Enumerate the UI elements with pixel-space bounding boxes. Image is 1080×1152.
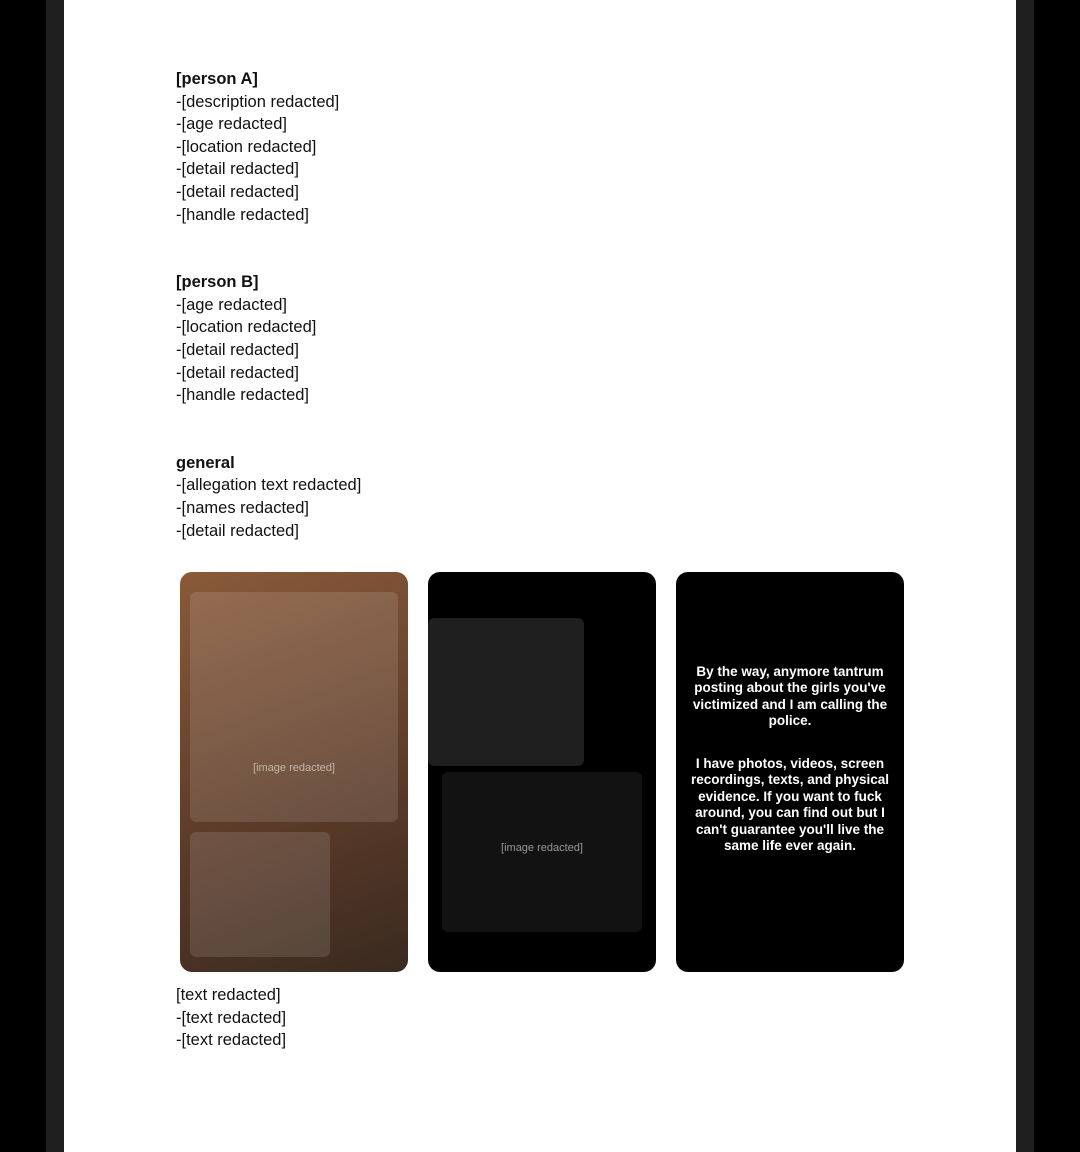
redacted-label: [image redacted] [501,842,583,854]
image-row [180,572,906,974]
section-person-b [176,271,896,407]
image-placeholder [428,618,584,766]
panel-message: I have photos, videos, screen recordings, texts, and physical evidence. If you want to fuck around, you can find out but I can't guarantee you'll live the same life ever again. [690,755,890,853]
section-line: -[detail redacted] [176,182,299,201]
section-line: -[handle redacted] [176,386,310,405]
image-panel-2 [428,572,656,972]
document-footer [176,984,896,1052]
document-content [176,68,896,548]
section-line: -[location redacted] [176,137,317,156]
right-gutter [1016,0,1034,1152]
section-line: -[detail redacted] [176,363,299,382]
section-heading: general [176,453,235,472]
section-person-a [176,68,896,226]
footer-line: -[text redacted] [176,1031,287,1050]
section-line: -[description redacted] [176,92,340,111]
section-general [176,452,896,542]
footer-line: [text redacted] [176,986,281,1004]
image-placeholder [190,592,398,822]
section-line: -[detail redacted] [176,340,299,359]
image-panel-3 [676,572,904,972]
footer-line: -[text redacted] [176,1008,287,1027]
section-line: -[names redacted] [176,498,309,517]
section-line: -[detail redacted] [176,521,299,540]
left-gutter [46,0,64,1152]
section-line: -[detail redacted] [176,160,299,179]
image-panel-1 [180,572,408,972]
section-line: -[age redacted] [176,295,287,314]
section-heading: [person A] [176,70,258,88]
section-line: -[age redacted] [176,115,287,134]
section-line: -[allegation text redacted] [176,476,362,495]
redacted-label: [image redacted] [253,762,335,774]
image-placeholder [190,832,330,957]
section-heading: [person B] [176,273,259,292]
panel-message: By the way, anymore tantrum posting about the girls you've victimized and I am calling the police. [692,663,888,728]
section-line: -[location redacted] [176,318,317,337]
section-line: -[handle redacted] [176,205,310,224]
